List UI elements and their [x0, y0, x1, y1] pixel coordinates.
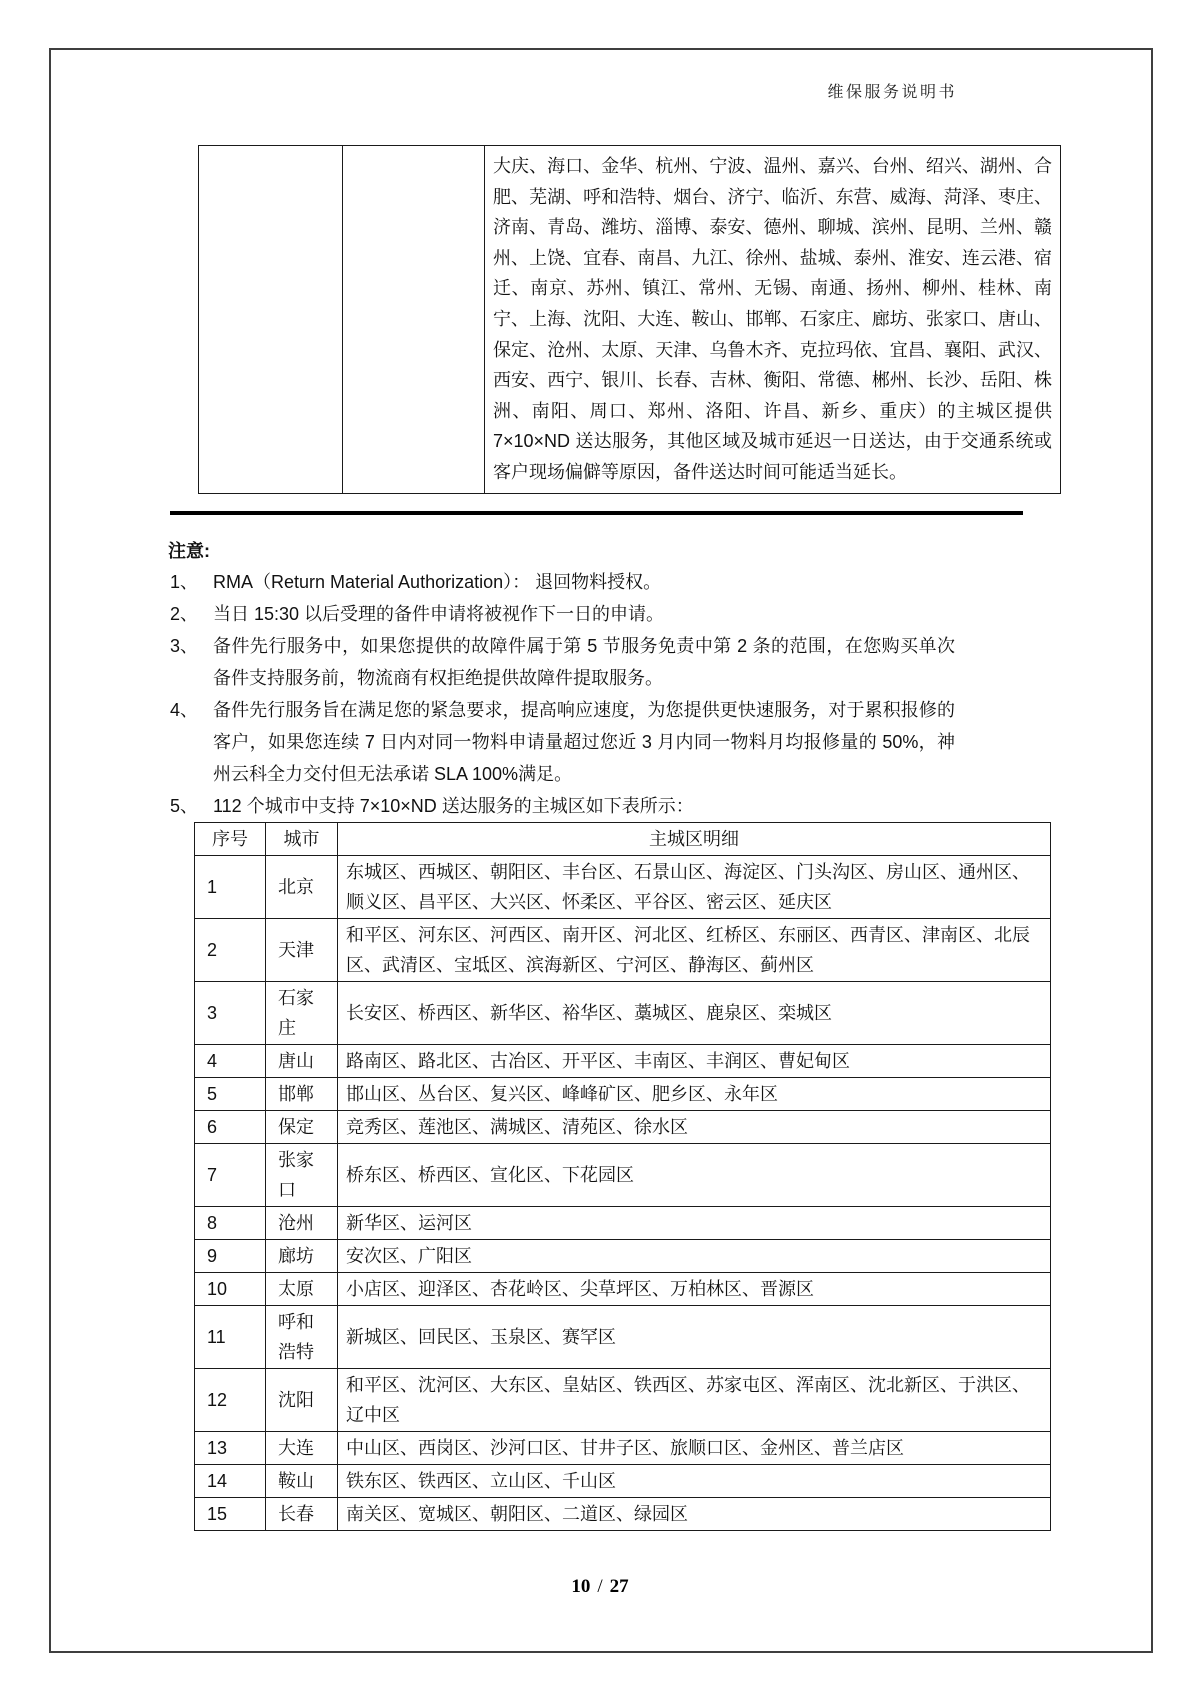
city-name: 太原	[266, 1273, 338, 1306]
districts-list: 邯山区、丛台区、复兴区、峰峰矿区、肥乡区、永年区	[338, 1078, 1051, 1111]
table-row	[195, 1240, 1051, 1273]
header-city: 城市	[266, 823, 338, 856]
row-index: 6	[195, 1111, 266, 1144]
city-name: 大连	[266, 1432, 338, 1465]
city-name: 沈阳	[266, 1369, 338, 1432]
table-row	[195, 982, 1051, 1045]
table-row	[195, 856, 1051, 919]
table-row	[199, 146, 1061, 494]
note-text: 备件先行服务旨在满足您的紧急要求，提高响应速度，为您提供更快速服务，对于累积报修的客户，如果您连续 7 日内对同一物料申请量超过您近 3 月内同一物料月均报修量的 50%，神州云科全力交付但无法承诺 SLA 100%满足。	[213, 700, 955, 784]
row-index: 7	[195, 1144, 266, 1207]
table-row	[195, 1273, 1051, 1306]
document-header-title: 维保服务说明书	[827, 84, 957, 101]
page-total: 27	[609, 1576, 629, 1597]
table-row	[195, 1111, 1051, 1144]
city-name: 邯郸	[266, 1078, 338, 1111]
row-index: 1	[195, 856, 266, 919]
empty-cell-1	[199, 146, 343, 494]
note-item	[170, 566, 960, 598]
city-name: 北京	[266, 856, 338, 919]
city-name: 保定	[266, 1111, 338, 1144]
districts-list: 新华区、运河区	[338, 1207, 1051, 1240]
section-divider-rule	[170, 511, 1023, 515]
row-index: 8	[195, 1207, 266, 1240]
notes-list	[170, 566, 960, 822]
table-row	[195, 1306, 1051, 1369]
table-row	[195, 1078, 1051, 1111]
districts-list: 桥东区、桥西区、宣化区、下花园区	[338, 1144, 1051, 1207]
table-row	[195, 1144, 1051, 1207]
table-row	[195, 1465, 1051, 1498]
city-name: 廊坊	[266, 1240, 338, 1273]
districts-list: 新城区、回民区、玉泉区、赛罕区	[338, 1306, 1051, 1369]
note-item	[170, 790, 960, 822]
table-row	[195, 1498, 1051, 1531]
table-row	[195, 1045, 1051, 1078]
districts-list: 中山区、西岗区、沙河口区、甘井子区、旅顺口区、金州区、普兰店区	[338, 1432, 1051, 1465]
table-row	[195, 1432, 1051, 1465]
city-name: 石家庄	[266, 982, 338, 1045]
table-header-row	[195, 823, 1051, 856]
row-index: 10	[195, 1273, 266, 1306]
row-index: 9	[195, 1240, 266, 1273]
districts-list: 南关区、宽城区、朝阳区、二道区、绿园区	[338, 1498, 1051, 1531]
city-table	[194, 822, 1051, 1531]
note-item	[170, 598, 960, 630]
note-number: 5、	[170, 796, 199, 816]
row-index: 4	[195, 1045, 266, 1078]
row-index: 2	[195, 919, 266, 982]
header-index: 序号	[195, 823, 266, 856]
note-text: 备件先行服务中，如果您提供的故障件属于第 5 节服务免责中第 2 条的范围，在您购买单次备件支持服务前，物流商有权拒绝提供故障件提取服务。	[213, 636, 955, 688]
districts-list: 小店区、迎泽区、杏花岭区、尖草坪区、万柏林区、晋源区	[338, 1273, 1051, 1306]
note-text: 112 个城市中支持 7×10×ND 送达服务的主城区如下表所示：	[213, 796, 694, 816]
note-item	[170, 630, 960, 694]
table-row	[195, 919, 1051, 982]
districts-list: 和平区、河东区、河西区、南开区、河北区、红桥区、东丽区、西青区、津南区、北辰区、武清区、宝坻区、滨海新区、宁河区、静海区、蓟州区	[338, 919, 1051, 982]
districts-list: 东城区、西城区、朝阳区、丰台区、石景山区、海淀区、门头沟区、房山区、通州区、顺义区、昌平区、大兴区、怀柔区、平谷区、密云区、延庆区	[338, 856, 1051, 919]
note-item	[170, 694, 960, 790]
note-number: 3、	[170, 636, 199, 656]
row-index: 3	[195, 982, 266, 1045]
row-index: 11	[195, 1306, 266, 1369]
city-name: 天津	[266, 919, 338, 982]
districts-list: 安次区、广阳区	[338, 1240, 1051, 1273]
page-number: 10	[571, 1576, 591, 1597]
city-name: 唐山	[266, 1045, 338, 1078]
city-name: 呼和浩特	[266, 1306, 338, 1369]
districts-list: 竞秀区、莲池区、满城区、清苑区、徐水区	[338, 1111, 1051, 1144]
note-number: 2、	[170, 604, 199, 624]
row-index: 12	[195, 1369, 266, 1432]
districts-list: 长安区、桥西区、新华区、裕华区、藁城区、鹿泉区、栾城区	[338, 982, 1051, 1045]
note-text: 当日 15:30 以后受理的备件申请将被视作下一日的申请。	[213, 604, 665, 624]
page-footer	[0, 1576, 1200, 1598]
city-name: 张家口	[266, 1144, 338, 1207]
row-index: 13	[195, 1432, 266, 1465]
table-row	[195, 1369, 1051, 1432]
continuation-table	[198, 145, 1061, 494]
empty-cell-2	[343, 146, 485, 494]
header-districts: 主城区明细	[338, 823, 1051, 856]
note-number: 4、	[170, 700, 199, 720]
delivery-cities-text: 大庆、海口、金华、杭州、宁波、温州、嘉兴、台州、绍兴、湖州、合肥、芜湖、呼和浩特、烟台、济宁、临沂、东营、威海、菏泽、枣庄、济南、青岛、潍坊、淄博、泰安、德州、聊城、滨州、昆明、兰州、赣州、上饶、宜春、南昌、九江、徐州、盐城、泰州、淮安、连云港、宿迁、南京、苏州、镇江、常州、无锡、南通、扬州、柳州、桂林、南宁、上海、沈阳、大连、鞍山、邯郸、石家庄、廊坊、张家口、唐山、保定、沧州、太原、天津、乌鲁木齐、克拉玛依、宜昌、襄阳、武汉、西安、西宁、银川、长春、吉林、衡阳、常德、郴州、长沙、岳阳、株洲、南阳、周口、郑州、洛阳、许昌、新乡、重庆）的主城区提供 7×10×ND 送达服务，其他区域及城市延迟一日送达，由于交通系统或客户现场偏僻等原因，备件送达时间可能适当延长。	[485, 146, 1061, 494]
districts-list: 铁东区、铁西区、立山区、千山区	[338, 1465, 1051, 1498]
page-separator: /	[597, 1576, 603, 1597]
note-text: RMA（Return Material Authorization）： 退回物料授权。	[213, 572, 662, 592]
row-index: 14	[195, 1465, 266, 1498]
city-name: 长春	[266, 1498, 338, 1531]
note-number: 1、	[170, 572, 199, 592]
districts-list: 和平区、沈河区、大东区、皇姑区、铁西区、苏家屯区、浑南区、沈北新区、于洪区、辽中区	[338, 1369, 1051, 1432]
row-index: 15	[195, 1498, 266, 1531]
table-row	[195, 1207, 1051, 1240]
city-name: 沧州	[266, 1207, 338, 1240]
districts-list: 路南区、路北区、古冶区、开平区、丰南区、丰润区、曹妃甸区	[338, 1045, 1051, 1078]
notes-heading: 注意:	[168, 541, 210, 561]
city-name: 鞍山	[266, 1465, 338, 1498]
row-index: 5	[195, 1078, 266, 1111]
